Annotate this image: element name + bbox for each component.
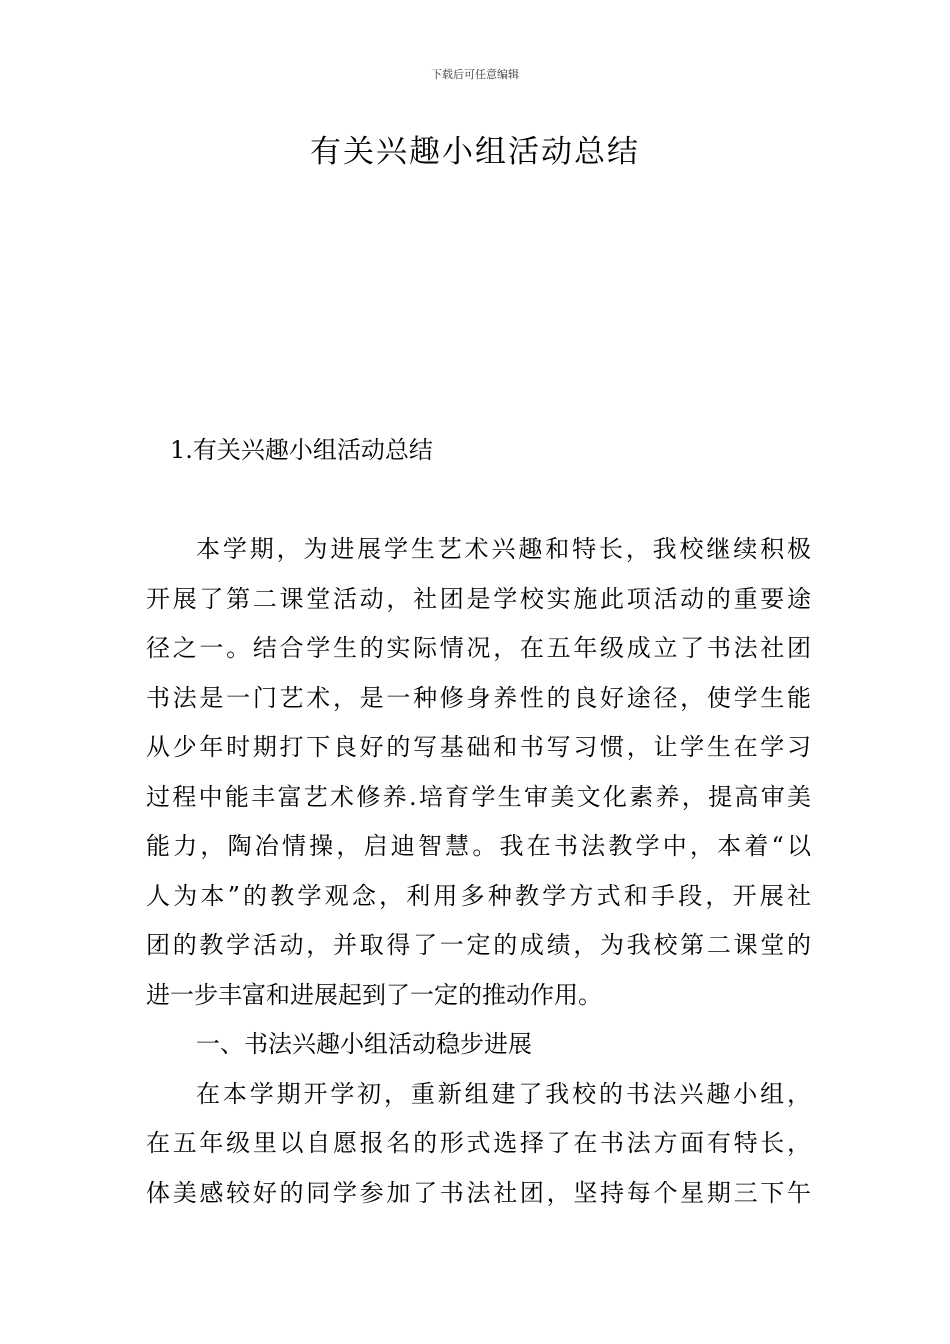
paragraph-line: 体美感较好的同学参加了书法社团，坚持每个星期三下午 <box>146 1178 811 1207</box>
paragraph-line: 进一步丰富和进展起到了一定的推动作用。 <box>146 980 602 1009</box>
subsection-heading: 一、书法兴趣小组活动稳步进展 <box>196 1030 532 1058</box>
paragraph-line: 径之一。结合学生的实际情况，在五年级成立了书法社团 <box>146 634 811 662</box>
section-heading: 1.有关兴趣小组活动总结 <box>170 436 433 464</box>
paragraph-line: 过程中能丰富艺术修养.培育学生审美文化素养，提高审美 <box>146 782 811 811</box>
body-text <box>146 525 811 1218</box>
paragraph-line: 书法是一门艺术，是一种修身养性的良好途径，使学生能 <box>146 683 811 712</box>
paragraph-line: 本学期，为进展学生艺术兴趣和特长，我校继续积极 <box>196 535 811 563</box>
paragraph-line: 开展了第二课堂活动，社团是学校实施此项活动的重要途 <box>146 584 811 613</box>
paragraph-line: 从少年时期打下良好的写基础和书写习惯，让学生在学习 <box>146 733 811 761</box>
header-note: 下载后可任意编辑 <box>431 68 519 81</box>
paragraph-line: 在本学期开学初，重新组建了我校的书法兴趣小组， <box>196 1079 811 1108</box>
paragraph-line: 在五年级里以自愿报名的形式选择了在书法方面有特长， <box>146 1129 811 1157</box>
document-title: 有关兴趣小组活动总结 <box>310 134 640 170</box>
paragraph-line: 人为本”的教学观念，利用多种教学方式和手段，开展社 <box>146 881 811 910</box>
paragraph-line: 能力，陶冶情操，启迪智慧。我在书法教学中，本着“以 <box>146 832 811 860</box>
paragraph-line: 团的教学活动，并取得了一定的成绩，为我校第二课堂的 <box>146 931 811 959</box>
